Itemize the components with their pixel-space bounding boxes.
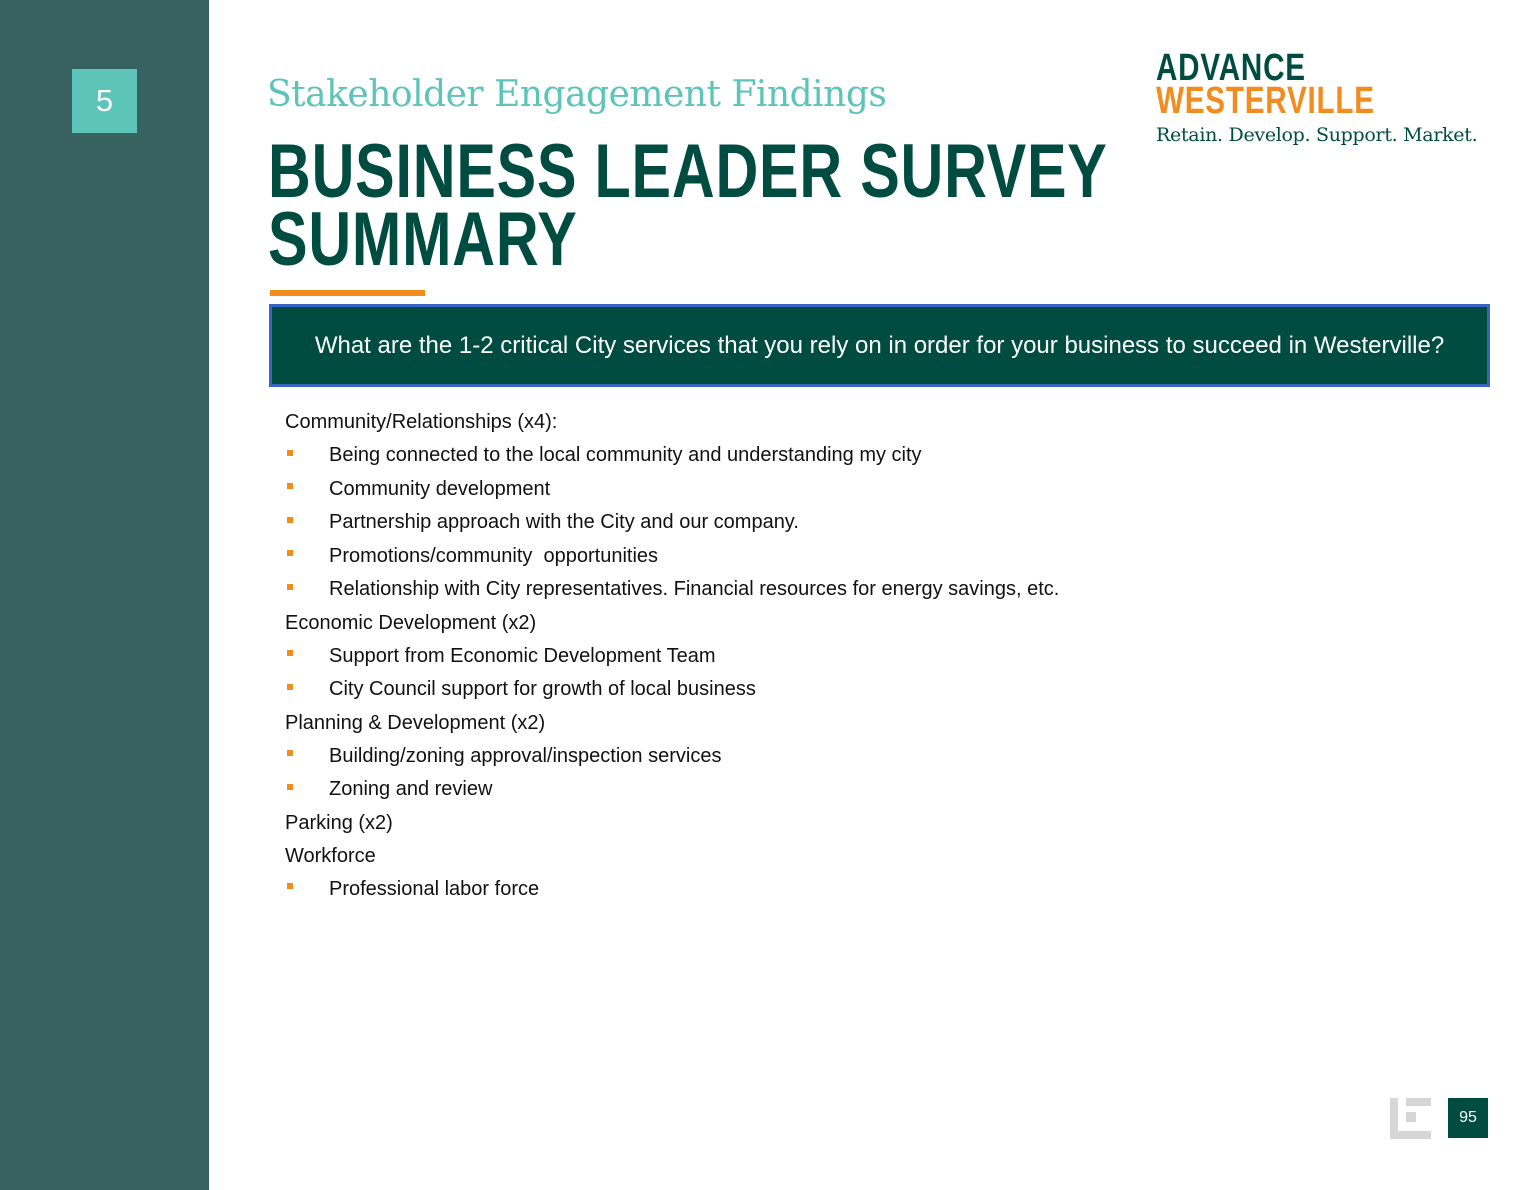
page-title [268,129,1108,282]
survey-question: What are the 1-2 critical City services that you rely on in order for your business to succeed in Westerville? [314,331,1445,359]
group-heading-parking: Parking (x2) [285,811,393,834]
list-item [285,540,1435,574]
bullet-square-icon [287,450,293,456]
list-item-text: Community development [329,477,551,500]
list-item [285,473,1435,507]
group-heading-community: Community/Relationships (x4): [285,411,558,433]
bullet-square-icon [287,784,293,790]
list-item-text: Professional labor force [329,877,540,900]
list-item [285,640,1435,674]
bullet-square-icon [287,483,293,489]
list-item [285,439,1435,473]
page-title-line-2: SUMMARY [268,197,578,282]
bullet-square-icon [287,883,293,889]
bullet-square-icon [287,684,293,690]
logo-tagline: Retain. Develop. Support. Market. [1156,124,1478,146]
page-number: 95 [1448,1098,1488,1138]
bullet-square-icon [287,650,293,656]
group-heading-planning: Planning & Development (x2) [285,711,546,734]
section-number-badge: 5 [72,69,137,133]
list-item-text: Promotions/community opportunities [329,544,659,567]
bullet-square-icon [287,750,293,756]
list-item [285,873,1435,907]
logo-wordmark-westerville: WESTERVILLE [1156,80,1375,122]
list-item-text: Support from Economic Development Team [329,644,716,667]
response-list [285,406,1435,906]
title-underline [270,290,425,296]
list-item [285,573,1435,607]
logo-wordmark-advance: ADVANCE [1156,47,1306,89]
list-item [285,740,1435,774]
section-kicker: Stakeholder Engagement Findings [267,74,887,115]
list-item-text: Zoning and review [329,778,493,800]
bracket-logo-icon [1390,1098,1431,1139]
sidebar-band [0,0,209,1190]
list-item [285,673,1435,707]
group-heading-workforce: Workforce [285,844,376,867]
list-item-text: Building/zoning approval/inspection services [329,744,722,767]
bullet-square-icon [287,550,293,556]
list-item-text: Partnership approach with the City and our company. [329,511,799,533]
list-item-text: Relationship with City representatives. Financial resources for energy savings, etc. [329,578,1060,600]
list-item-text: Being connected to the local community and understanding my city [329,444,922,466]
group-heading-economic-development: Economic Development (x2) [285,611,537,634]
list-item-text: City Council support for growth of local business [329,678,756,700]
list-item [285,506,1435,540]
bullet-square-icon [287,517,293,523]
list-item [285,773,1435,807]
survey-question-box [269,304,1490,387]
page-title-line-1: BUSINESS LEADER SURVEY [268,129,1108,214]
bullet-square-icon [287,584,293,590]
